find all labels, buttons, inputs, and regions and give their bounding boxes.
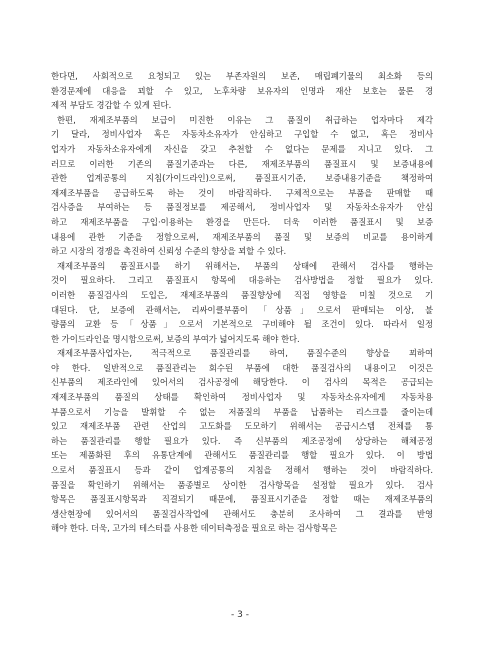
text-line: 재제조부품사업자는, 적극적으로 품질관리를 하여, 품질수준의 향상을 꾀하여 <box>57 348 433 359</box>
text-line: 기 달라, 정비사업자 혹은 자동차소유자가 안심하고 구입할 수 없고, 혹은 정비사 <box>51 129 433 140</box>
text-line: 내용에 관한 기준을 정함으로써, 재제조부품의 품질 및 보증의 비교를 용이하게 <box>51 231 433 242</box>
text-line: 량품의 교환 등「상품」으로서 기본적으로 구비해야 될 조건이 있다. 따라서 일정 <box>51 319 433 330</box>
paragraph <box>51 259 433 347</box>
text-line: 해야 한다. 더욱, 고가의 테스터를 사용한 데이터측정을 필요로 하는 검사항목은 <box>51 523 338 534</box>
text-line: 검사증을 부여하는 등 품질정보를 제공해서, 정비사업자 및 자동차소유자가 안심 <box>51 202 433 213</box>
text-line: 하는 품질관리를 행할 필요가 있다. 즉 신부품의 제조공정에 상당하는 해체공정 <box>51 435 433 446</box>
text-line: 신부품의 제조라인에 있어서의 검사공정에 해당한다. 이 검사의 목적은 공급되는 <box>51 377 433 388</box>
body-text <box>51 69 433 536</box>
text-line: 품질을 확인하기 위해서는 품종별로 상이한 검사항목을 설정할 필요가 있다. 검사 <box>51 479 433 490</box>
text-line: 생산현장에 있어서의 품질검사작업에 관해서도 충분히 조사하여 그 결과를 반영 <box>51 508 433 519</box>
paragraph <box>51 346 433 536</box>
text-line: 관한 업계공통의 지침(가이드라인)으로써, 품질표시기준, 보증내용기준을 책정하여 <box>51 173 433 184</box>
text-line: 있고 재제조부품 관련 산업의 고도화를 도모하기 위해서는 공급시스템 전체를 통 <box>51 421 433 432</box>
text-line: 대된다. 단, 보증에 관해서는, 리싸이클부품이 「상품」으로서 판매되는 이상, 불 <box>51 304 433 315</box>
text-line: 또는 제품화된 후의 유통단계에 관해서도 품질관리를 행할 필요가 있다. 이 방법 <box>51 450 433 461</box>
paragraph <box>51 69 433 113</box>
text-line: 한 가이드라인을 명시함으로써, 보증의 부여가 넓어지도록 해야 한다. <box>51 333 300 344</box>
text-line: 것이 필요하다. 그리고 품질표시 항목에 대응하는 검사방법을 정할 필요가 있다. <box>51 275 433 286</box>
text-line: 재제조부품의 품질표시를 하기 위해서는, 부품의 상태에 관해서 검사를 행하는 <box>57 260 433 271</box>
text-line: 항목은 품질표시항목과 직결되기 때문에, 품질표시기준을 정할 때는 재제조부품의 <box>51 494 433 505</box>
text-line: 재제조부품의 품질의 상태를 확인하여 정비사업자 및 자동차소유자에게 자동차용 <box>51 392 433 403</box>
text-line: 하고 시장의 경쟁을 촉진하여 신뢰성 수준의 향상을 꾀할 수 있다. <box>51 246 287 257</box>
text-line: 재제조부품을 공급하도록 하는 것이 바람직하다. 구체적으로는 부품을 판매할 때 <box>51 187 433 198</box>
text-line: 제적 부담도 경감할 수 있게 된다. <box>51 100 172 111</box>
text-line: 야 한다. 일반적으로 품질관리는 회수된 부품에 대한 품질검사의 내용이고 이것은 <box>51 362 433 373</box>
text-line: 하고 재제조부품을 구입·이용하는 환경을 만든다. 더욱 이러한 품질표시 및 보증 <box>51 216 433 227</box>
paragraph <box>51 113 433 259</box>
text-line: 업자가 자동차소유자에게 자신을 갖고 추천할 수 없다는 문제를 지니고 있다. 그 <box>51 143 433 154</box>
text-line: 한편, 재제조부품의 보급이 미진한 이유는 그 품질이 취급하는 업자마다 제각 <box>57 114 433 125</box>
text-line: 환경문제에 대응을 꾀할 수 있고, 노후차량 보유자의 인명과 재산 보호는 물론 경 <box>51 85 433 96</box>
text-line: 러므로 이러한 기존의 품질기준과는 다른, 재제조부품의 품질표시 및 보증내용에 <box>51 158 433 169</box>
text-line: 이러한 품질검사의 도입은, 재제조부품의 품질향상에 직접 영향을 미칠 것으로 기 <box>51 289 433 300</box>
text-line: 부품으로서 기능을 발휘할 수 없는 저품질의 부품을 납품하는 리스크를 줄이는데 <box>51 406 433 417</box>
text-line: 으로서 품질표시 등과 같이 업계공통의 지침을 정해서 행하는 것이 바람직하다. <box>51 465 433 476</box>
page-number: - 3 - <box>231 610 249 620</box>
text-line: 한다면, 사회적으로 요청되고 있는 부존자원의 보존, 매립폐기물의 최소화 등의 <box>51 71 433 81</box>
